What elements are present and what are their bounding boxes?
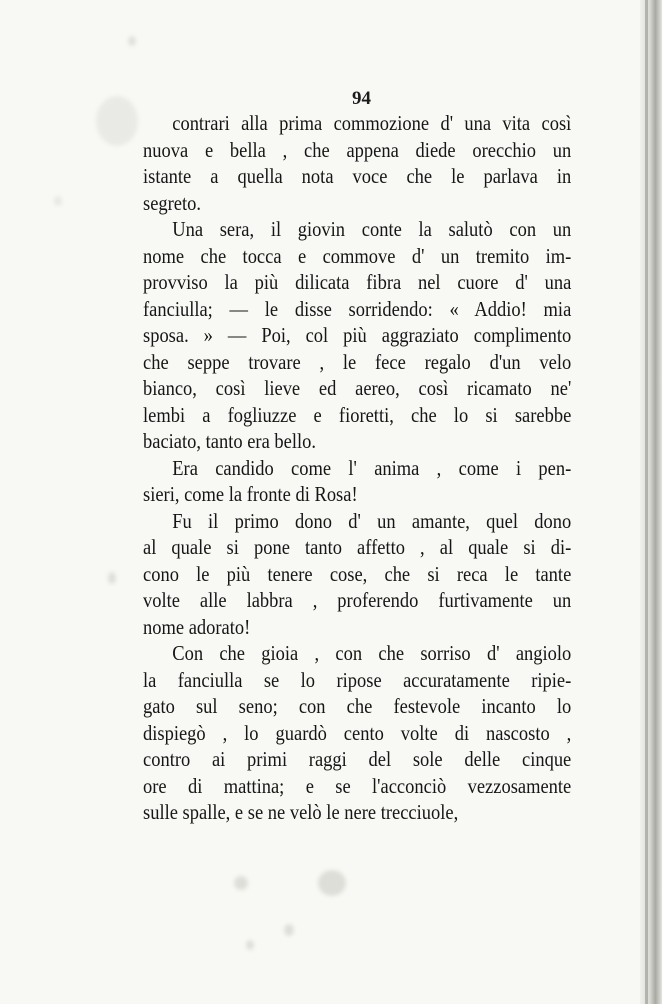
- paper-stain: [234, 876, 248, 890]
- paper-stain: [246, 940, 254, 950]
- text-line: Con che gioia , con che sorriso d' angiolo: [172, 641, 572, 665]
- text-line: provviso la più dilicata fibra nel cuore d' una: [143, 270, 572, 294]
- text-line: nome che tocca e commove d' un tremito im-: [143, 243, 572, 268]
- text-line: al quale si pone tanto affetto , al quale si di-: [143, 535, 572, 559]
- text-line: sulle spalle, e se ne velò le nere trecciuole,: [143, 800, 459, 824]
- text-line: Una sera, il giovin conte la salutò con un: [172, 217, 572, 241]
- text-line: nome adorato!: [143, 614, 251, 639]
- text-line: gato sul seno; con che festevole incanto lo: [143, 694, 572, 718]
- text-line: Fu il primo dono d' un amante, quel dono: [172, 508, 572, 533]
- text-line: sposa. » — Poi, col più aggraziato complimento: [143, 323, 572, 347]
- page-edge-line: [645, 0, 648, 1004]
- text-line: fanciulla; — le disse sorridendo: « Addio! mia: [143, 296, 572, 321]
- text-line: istante a quella nota voce che le parlava in: [143, 164, 572, 188]
- text-line: la fanciulla se lo ripose accuratamente ripie-: [143, 667, 572, 692]
- body-text: [143, 110, 572, 826]
- paper-stain: [128, 36, 136, 46]
- text-line: nuova e bella , che appena diede orecchio un: [143, 137, 572, 162]
- paper-stain: [108, 572, 116, 584]
- text-line: ore di mattina; e se l'acconciò vezzosamente: [143, 773, 572, 798]
- paper-stain: [96, 96, 138, 146]
- text-line: contrari alla prima commozione d' una vita così: [172, 111, 572, 135]
- text-line: dispiegò , lo guardò cento volte di nascosto ,: [143, 720, 572, 745]
- paper-stain: [54, 196, 62, 206]
- text-line: sieri, come la fronte di Rosa!: [143, 482, 358, 506]
- text-line: contro ai primi raggi del sole delle cinque: [143, 747, 572, 771]
- text-line: bianco, così lieve ed aereo, così ricamato ne': [143, 376, 572, 400]
- text-line: lembi a fogliuzze e fioretti, che lo si sarebbe: [143, 402, 572, 427]
- text-line: cono le più tenere cose, che si reca le tante: [143, 561, 572, 586]
- page-edge-shadow: [640, 0, 662, 1004]
- text-line: volte alle labbra , proferendo furtivamente un: [143, 588, 572, 612]
- text-line: segreto.: [143, 190, 202, 215]
- text-line: che seppe trovare , le fece regalo d'un velo: [143, 349, 572, 374]
- text-line: baciato, tanto era bello.: [143, 429, 317, 453]
- text-line: Era candido come l' anima , come i pen-: [172, 455, 572, 480]
- page-number: 94: [352, 88, 371, 109]
- paper-stain: [318, 870, 346, 896]
- paper-stain: [284, 924, 294, 936]
